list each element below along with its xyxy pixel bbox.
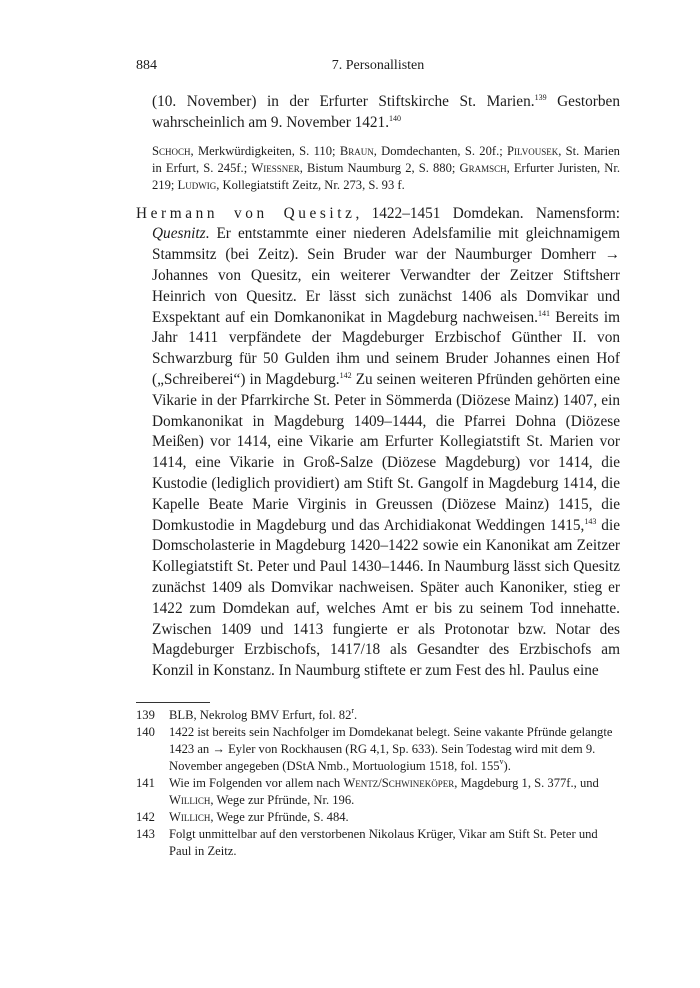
- footnote-ref-141: 141: [537, 308, 550, 318]
- running-head: 7. Personallisten: [331, 58, 425, 73]
- entry-name: Hermann von Quesitz: [136, 204, 356, 222]
- page-header: [136, 58, 620, 78]
- name-form: Quesnitz: [152, 225, 206, 243]
- footnote-141: 141 Wie im Folgenden vor allem nach Wentz/Schwineköper, Magdeburg 1, S. 377f., und Willich, Wege zur Pfründe, Nr. 196.: [136, 776, 599, 807]
- main-text: [136, 92, 620, 682]
- biography-entry: Hermann von Quesitz, 1422–1451 Domdekan. Namensform: Quesnitz. Er entstammte einer niederen Adelsfamilie mit gleichnamigem Stammsitz (bei Zeitz). Sein Bruder war der Naumburger Domherr → Johannes von Quesitz, ein weiterer Verwandter der Zeitzer Stiftsherr Heinrich von Quesitz. Er lässt sich zunächst 1406 als Domvikar und Exspektant auf ein Domkanonikat in Magdeburg nachweisen.$^{141}$ Bereits im Jahr 1411 verpfändete der Magdeburger Erzbischof Günther II. von Schwarzburg für 50 Gulden ihm und seinem Bruder Johannes einen Hof („Schreiberei“) in Magdeburg.$^{142}$ Zu seinen weiteren Pfründen gehörten eine Vikarie in der Pfarrkirche St. Peter in Sömmerda (Diözese Mainz) 1407, ein Domkanonikat in Magdeburg 1409–1444, die Pfarrei Dohna (Diözese Meißen) vor 1414, eine Vikarie am Erfurter Kollegiatstift St. Marien vor 1414, eine Vikarie in Groß-Salze (Diözese Magdeburg) vor 1414, die Kustodie (lediglich providiert) am Stift St. Gangolf in Magdeburg 1414, die Kapelle Beate Marie Virginis in Greussen (Diözese Mainz) 1415, die Domkustodie in Magdeburg und das Archidiakonat Weddingen 1415,$^{143}$ die Domscholasterie in Magdeburg 1420–1422 sowie ein Kanonikat am Zeitzer Kollegiatstift St. Peter und Paul 1430–1446. In Naumburg lässt sich Quesitz zunächst 1409 als Domvikar nachweisen. Später auch Kanoniker, stieg er 1422 zum Domdekan auf, welches Amt er bis zu seinem Tod innehatte. Zwischen 1409 und 1413 fungierte er als Protonotar bzw. Notar des Magdeburger Erzbischofs, 1417/18 als Gesandter des Erzbischofs am Konzil in Konstanz. In Naumburg stiftete er zum Fest des hl. Paulus eine: [136, 204, 621, 680]
- footnotes: [136, 707, 620, 860]
- literature-references: Schoch, Merkwürdigkeiten, S. 110; Braun, Domdechanten, S. 20f.; Pilvousek, St. Marien in Erfurt, S. 245f.; Wiessner, Bistum Naumburg 2, S. 880; Gramsch, Erfurter Juristen, Nr. 219; Ludwig, Kollegiatstift Zeitz, Nr. 273, S. 93 f.: [152, 143, 620, 192]
- footnote-ref-139: 139: [534, 93, 547, 102]
- page-number: 884: [136, 58, 157, 73]
- footnote-rule: [136, 702, 210, 703]
- continuation-paragraph: (10. November) in der Erfurter Stiftskirche St. Marien.$^{139}$ Gestorben wahrscheinlich am 9. November 1421.$^{140}$: [152, 93, 620, 131]
- footnote-ref-143: 143: [584, 516, 597, 526]
- footnote-143: 143 Folgt unmittelbar auf den verstorbenen Nikolaus Krüger, Vikar am Stift St. Peter und Paul in Zeitz.: [136, 827, 598, 858]
- footnote-ref-140: 140: [389, 113, 402, 123]
- footnote-139: 139 BLB, Nekrolog BMV Erfurt, fol. 82$^r$.: [136, 706, 358, 722]
- footnote-ref-142: 142: [339, 370, 352, 380]
- footnote-142: 142 Willich, Wege zur Pfründe, S. 484.: [136, 810, 349, 824]
- footnote-140: 140 1422 ist bereits sein Nachfolger im Domdekanat belegt. Seine vakante Pfründe gelangte 1423 an → Eyler von Rockhausen (RG 4,1, Sp. 633). Sein Todestag wird mit dem 9. November angegeben (DStA Nmb., Mortuologium 1518, fol. 155$^v$).: [136, 725, 613, 773]
